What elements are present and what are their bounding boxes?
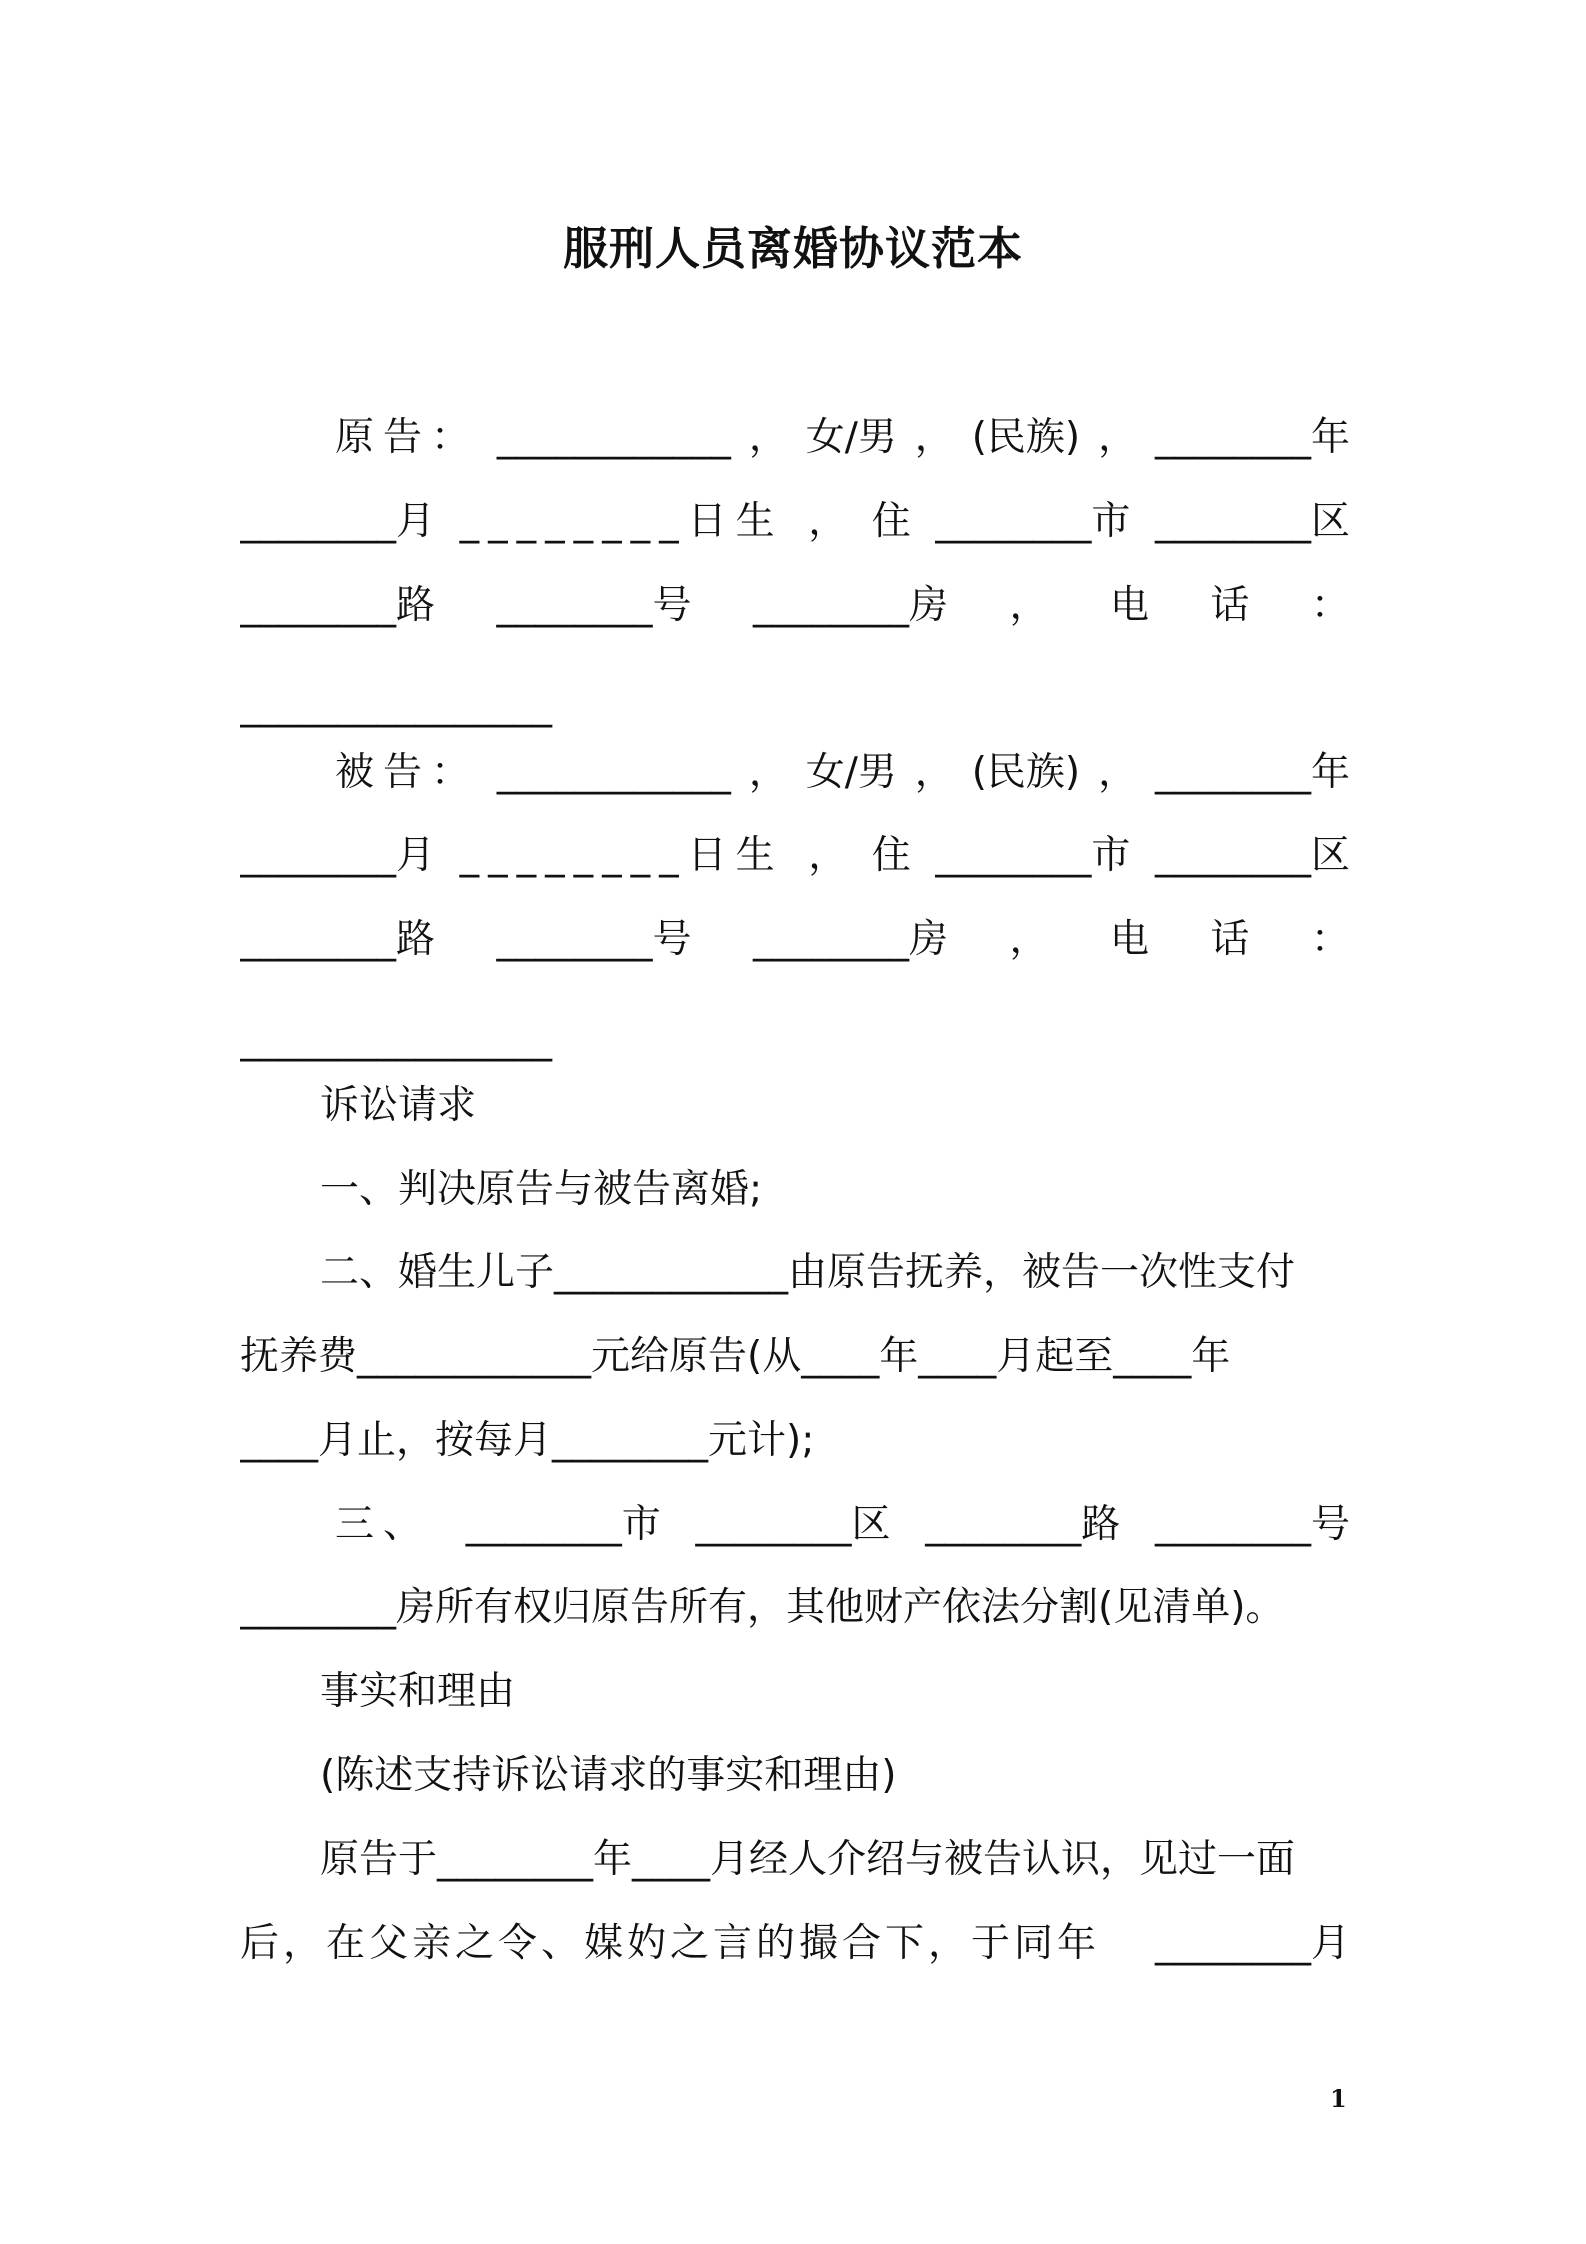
plaintiff-residence-label: 住 — [871, 499, 911, 544]
defendant-gender: 女/男 — [805, 750, 897, 795]
comma: ， — [808, 499, 848, 544]
colon: ： — [1310, 583, 1350, 628]
facts-paragraph-text: 后，在父亲之令、媒妁之言的撮合下，于同年 — [240, 1921, 1101, 1966]
defendant-name-blank: ____________ — [496, 750, 731, 795]
plaintiff-room: ________房 — [752, 583, 948, 628]
claim-item-3-line-2: ________房所有权归原告所有，其他财产依法分割(见清单)。 — [240, 1585, 1285, 1630]
plaintiff-line-1 — [240, 408, 1350, 468]
plaintiff-number: ________号 — [496, 583, 692, 628]
defendant-phone-blank: ________________ — [240, 1017, 552, 1062]
comma: ， — [748, 750, 788, 795]
facts-paragraph-line-1: 原告于________年____月经人介绍与被告认识，见过一面 — [320, 1837, 1296, 1882]
document-title: 服刑人员离婚协议范本 — [562, 222, 1023, 275]
claims-heading: 诉讼请求 — [320, 1083, 477, 1128]
defendant-line-3 — [240, 910, 1350, 970]
defendant-number: ________号 — [496, 917, 692, 962]
defendant-birth-day: ________日生 — [459, 833, 784, 878]
plaintiff-line-2 — [240, 492, 1350, 552]
phone-label-char: 话 — [1210, 917, 1250, 962]
comma: ， — [748, 415, 788, 460]
plaintiff-city: ________市 — [935, 499, 1131, 544]
colon: ： — [1310, 917, 1350, 962]
defendant-birth-month: ________月 — [240, 833, 436, 878]
defendant-residence-label: 住 — [871, 833, 911, 878]
comma: ， — [808, 833, 848, 878]
plaintiff-road: ________路 — [240, 583, 436, 628]
claim-item-3-city: ________市 — [465, 1502, 661, 1547]
claim-item-3-district: ________区 — [695, 1502, 891, 1547]
claim-item-2-line-2: 抚养费____________元给原告(从____年____月起至____年 — [240, 1334, 1231, 1379]
plaintiff-birth-day: ________日生 — [459, 499, 784, 544]
phone-label-char: 电 — [1109, 583, 1149, 628]
claim-item-2-line-3: ____月止，按每月________元计); — [240, 1418, 815, 1463]
claim-item-3-number: ________号 — [1154, 1502, 1350, 1547]
claim-item-2-line-1: 二、婚生儿子____________由原告抚养，被告一次性支付 — [320, 1250, 1296, 1295]
plaintiff-gender: 女/男 — [805, 415, 897, 460]
page-number: 1 — [1330, 2084, 1347, 2113]
claim-item-1: 一、判决原告与被告离婚; — [320, 1167, 763, 1212]
phone-label-char: 电 — [1109, 917, 1149, 962]
claim-item-3-label: 三、 — [335, 1502, 432, 1547]
defendant-label: 被告： — [335, 750, 480, 795]
plaintiff-birth-month: ________月 — [240, 499, 436, 544]
comma: ， — [1009, 583, 1049, 628]
plaintiff-ethnicity: (民族) — [971, 415, 1081, 460]
claim-item-3-road: ________路 — [925, 1502, 1121, 1547]
plaintiff-district: ________区 — [1154, 499, 1350, 544]
plaintiff-label: 原告： — [335, 415, 480, 460]
facts-note: (陈述支持诉讼请求的事实和理由) — [320, 1753, 897, 1798]
defendant-line-2 — [240, 826, 1350, 886]
defendant-birth-year: ________年 — [1154, 750, 1350, 795]
plaintiff-name-blank: ____________ — [496, 415, 731, 460]
comma: ， — [914, 750, 954, 795]
defendant-city: ________市 — [935, 833, 1131, 878]
phone-label-char: 话 — [1210, 583, 1250, 628]
defendant-room: ________房 — [752, 917, 948, 962]
plaintiff-birth-year: ________年 — [1154, 415, 1350, 460]
defendant-line-1 — [240, 743, 1350, 803]
comma: ， — [1098, 750, 1138, 795]
defendant-ethnicity: (民族) — [971, 750, 1081, 795]
comma: ， — [914, 415, 954, 460]
facts-paragraph-line-2 — [240, 1914, 1350, 1974]
comma: ， — [1009, 917, 1049, 962]
plaintiff-phone-blank: ________________ — [240, 683, 552, 728]
claim-item-3-line-1 — [240, 1495, 1350, 1555]
plaintiff-line-3 — [240, 576, 1350, 636]
comma: ， — [1098, 415, 1138, 460]
facts-heading: 事实和理由 — [320, 1669, 516, 1714]
facts-month-blank: ________月 — [1154, 1921, 1350, 1966]
defendant-road: ________路 — [240, 917, 436, 962]
defendant-district: ________区 — [1154, 833, 1350, 878]
